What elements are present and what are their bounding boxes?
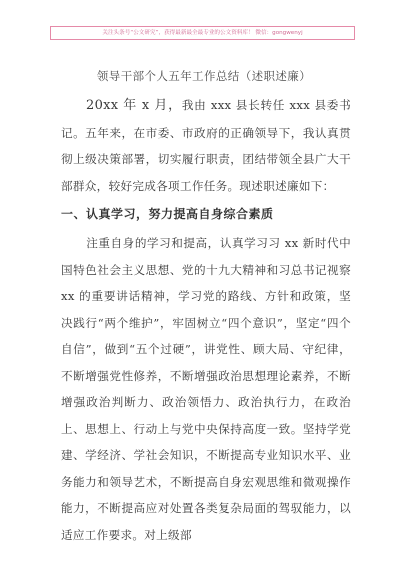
body-paragraph-text: 注重自身的学习和提高，认真学习习 xx 新时代中国特色社会主义思想、党的十九大精神和习总书记视察 xx 的重要讲话精神，学习党的路线、方针和政策，坚决践行“两个维护”，牢固树立“四个意识”，坚定“四个自信”，做到“五个过硬”，讲党性、顾大局、守纪律，不断增强党性修养，不断增强政治思想理论素养，不断增强政治判断力、政治领悟力、政治执行力，在政治上、思想上、行动上与党中央保持高度一致。坚持学党建、学经济、学社会知识，不断提高专业知识水平、业务能力和领导艺术，不断提高自身宏观思维和微观操作能力，不断提高应对处置各类复杂局面的驾驭能力，以适应工作要求。对上级部	[61, 236, 351, 542]
intro-paragraph	[61, 92, 351, 199]
document-title: 领导干部个人五年工作总结（述职述廉）	[96, 69, 312, 83]
intro-body: 我由 xxx 县长转任 xxx 县委书记。五年来，在市委、市政府的正确领导下，我认真贯彻上级决策部署，切实履行职责，团结带领全县广大干部群众，较好完成各项工作任务。现述职述廉如下：	[61, 98, 351, 193]
body-paragraph	[61, 230, 351, 548]
intro-lead: 20xx 年 x 月，	[86, 98, 182, 113]
promo-banner: 关注头条号“公文研究”，获得最新最全最专业的公文资料库！ 微信：gongwenyj	[50, 26, 355, 40]
section-heading: 一、认真学习，努力提高自身综合素质	[61, 207, 274, 221]
